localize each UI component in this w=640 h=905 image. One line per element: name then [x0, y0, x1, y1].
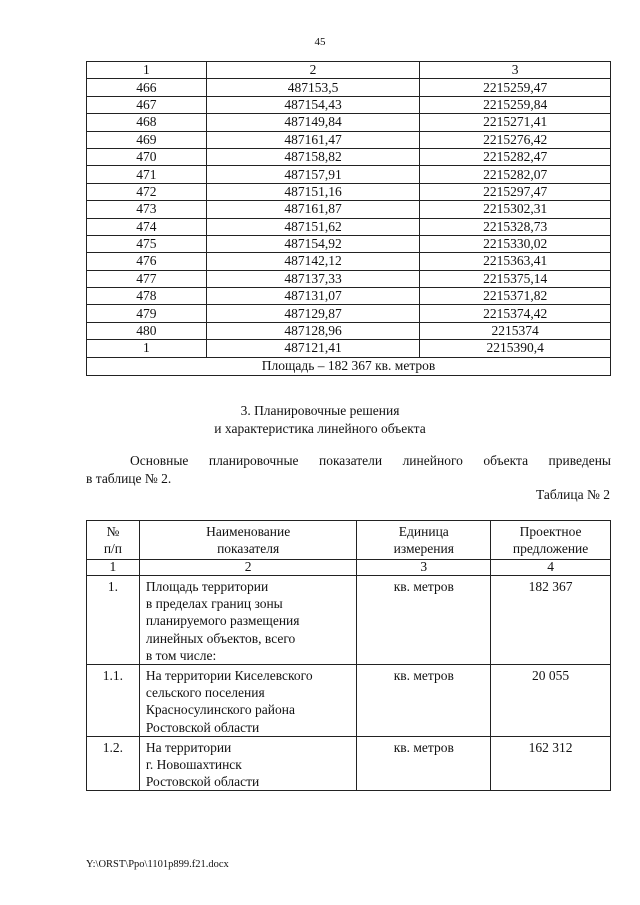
- coordinate-y: 2215374,42: [420, 305, 611, 322]
- point-number: 479: [87, 305, 207, 322]
- coordinate-x: 487161,87: [206, 201, 420, 218]
- coordinate-row: [87, 270, 611, 287]
- params-row: [87, 736, 611, 791]
- indicator-name: [139, 736, 357, 791]
- coordinate-row: [87, 288, 611, 305]
- coordinate-x: 487121,41: [206, 340, 420, 357]
- area-row: [87, 357, 611, 375]
- column-number: 4: [491, 560, 611, 576]
- coordinate-y: 2215302,31: [420, 201, 611, 218]
- coordinate-row: [87, 218, 611, 235]
- planning-parameters-table: [86, 520, 611, 791]
- point-number: 468: [87, 114, 207, 131]
- point-number: 466: [87, 79, 207, 96]
- header-number: № п/п: [87, 521, 140, 560]
- coordinate-y: 2215330,02: [420, 235, 611, 252]
- coordinate-x: 487154,43: [206, 96, 420, 113]
- point-number: 476: [87, 253, 207, 270]
- proposal-value: 182 367: [491, 576, 611, 665]
- point-number: 480: [87, 322, 207, 339]
- point-number: 472: [87, 183, 207, 200]
- point-number: 475: [87, 235, 207, 252]
- unit: кв. метров: [357, 665, 491, 737]
- intro-paragraph: [86, 452, 611, 488]
- coordinate-y: 2215374: [420, 322, 611, 339]
- indicator-name-line: сельского поселения: [145, 685, 265, 701]
- coordinate-row: [87, 305, 611, 322]
- point-number: 478: [87, 288, 207, 305]
- coordinate-x: 487142,12: [206, 253, 420, 270]
- coordinate-x: 487137,33: [206, 270, 420, 287]
- params-header-row: [87, 521, 611, 560]
- unit: кв. метров: [357, 736, 491, 791]
- point-number: 467: [87, 96, 207, 113]
- coordinate-y: 2215282,47: [420, 148, 611, 165]
- column-number: 2: [206, 62, 420, 79]
- page-number: 45: [314, 36, 326, 48]
- coordinate-x: 487149,84: [206, 114, 420, 131]
- coordinate-row: [87, 96, 611, 113]
- point-number: 1: [87, 340, 207, 357]
- column-number: 3: [357, 560, 491, 576]
- indicator-name-line: На территории Киселевского: [145, 668, 313, 684]
- coordinate-row: [87, 114, 611, 131]
- coordinate-y: 2215297,47: [420, 183, 611, 200]
- coordinate-x: 487151,62: [206, 218, 420, 235]
- coordinate-y: 2215271,41: [420, 114, 611, 131]
- column-number: 1: [87, 62, 207, 79]
- indicator-name-line: в пределах границ зоны: [145, 596, 283, 612]
- coordinate-y: 2215375,14: [420, 270, 611, 287]
- document-path: Y:\ORST\Ppo\1101p899.f21.docx: [86, 859, 229, 870]
- coordinate-row: [87, 340, 611, 357]
- coordinate-x: 487129,87: [206, 305, 420, 322]
- indicator-name-line: Площадь территории: [145, 579, 269, 594]
- coordinate-row: [87, 79, 611, 96]
- coordinate-y: 2215328,73: [420, 218, 611, 235]
- header-unit: Единица измерения: [357, 521, 491, 560]
- coordinate-y: 2215371,82: [420, 288, 611, 305]
- coordinate-x: 487157,91: [206, 166, 420, 183]
- coordinate-x: 487128,96: [206, 322, 420, 339]
- coordinate-x: 487158,82: [206, 148, 420, 165]
- indicator-name-line: в том числе:: [145, 647, 217, 663]
- column-number: 1: [87, 560, 140, 576]
- table-caption: Таблица № 2: [536, 487, 610, 502]
- point-number: 470: [87, 148, 207, 165]
- coordinate-row: [87, 235, 611, 252]
- coordinates-header-row: [87, 62, 611, 79]
- coordinate-row: [87, 201, 611, 218]
- coordinate-row: [87, 131, 611, 148]
- coordinate-y: 2215259,47: [420, 79, 611, 96]
- coordinate-x: 487153,5: [206, 79, 420, 96]
- indicator-name-line: г. Новошахтинск: [145, 757, 242, 773]
- row-number: 1.1.: [87, 665, 140, 737]
- coordinate-y: 2215282,07: [420, 166, 611, 183]
- coordinate-row: [87, 148, 611, 165]
- header-indicator-name: Наименование показателя: [139, 521, 357, 560]
- coordinate-y: 2215259,84: [420, 96, 611, 113]
- point-number: 473: [87, 201, 207, 218]
- params-column-numbers-row: [87, 560, 611, 576]
- point-number: 477: [87, 270, 207, 287]
- coordinate-x: 487154,92: [206, 235, 420, 252]
- coordinate-row: [87, 166, 611, 183]
- row-number: 1.2.: [87, 736, 140, 791]
- coordinate-row: [87, 253, 611, 270]
- point-number: 471: [87, 166, 207, 183]
- header-proposal: Проектное предложение: [491, 521, 611, 560]
- intro-line: в таблице № 2.: [86, 471, 172, 486]
- coordinate-row: [87, 322, 611, 339]
- point-number: 469: [87, 131, 207, 148]
- indicator-name-line: Ростовской области: [145, 774, 260, 790]
- indicator-name-line: линейных объектов, всего: [145, 630, 296, 646]
- column-number: 3: [420, 62, 611, 79]
- section-title-line: 3. Планировочные решения: [240, 403, 400, 418]
- unit: кв. метров: [357, 576, 491, 665]
- row-number: 1.: [87, 576, 140, 665]
- coordinate-y: 2215390,4: [420, 340, 611, 357]
- params-row: [87, 665, 611, 737]
- coordinate-row: [87, 183, 611, 200]
- area-total: Площадь – 182 367 кв. метров: [87, 357, 611, 375]
- coordinates-table: [86, 61, 611, 376]
- coordinate-y: 2215363,41: [420, 253, 611, 270]
- indicator-name-line: планируемого размещения: [145, 613, 300, 629]
- intro-line: Основные планировочные показатели линейного объекта приведены: [130, 453, 611, 468]
- indicator-name-line: На территории: [145, 739, 232, 755]
- proposal-value: 162 312: [491, 736, 611, 791]
- params-row: [87, 576, 611, 665]
- coordinate-x: 487131,07: [206, 288, 420, 305]
- column-number: 2: [139, 560, 357, 576]
- indicator-name: [139, 665, 357, 737]
- indicator-name-line: Красносулинского района: [145, 702, 295, 718]
- coordinate-x: 487161,47: [206, 131, 420, 148]
- point-number: 474: [87, 218, 207, 235]
- proposal-value: 20 055: [491, 665, 611, 737]
- indicator-name-line: Ростовской области: [145, 719, 260, 735]
- coordinate-y: 2215276,42: [420, 131, 611, 148]
- coordinate-x: 487151,16: [206, 183, 420, 200]
- section-title-line: и характеристика линейного объекта: [214, 421, 426, 436]
- indicator-name: [139, 576, 357, 665]
- section-title: [0, 402, 640, 438]
